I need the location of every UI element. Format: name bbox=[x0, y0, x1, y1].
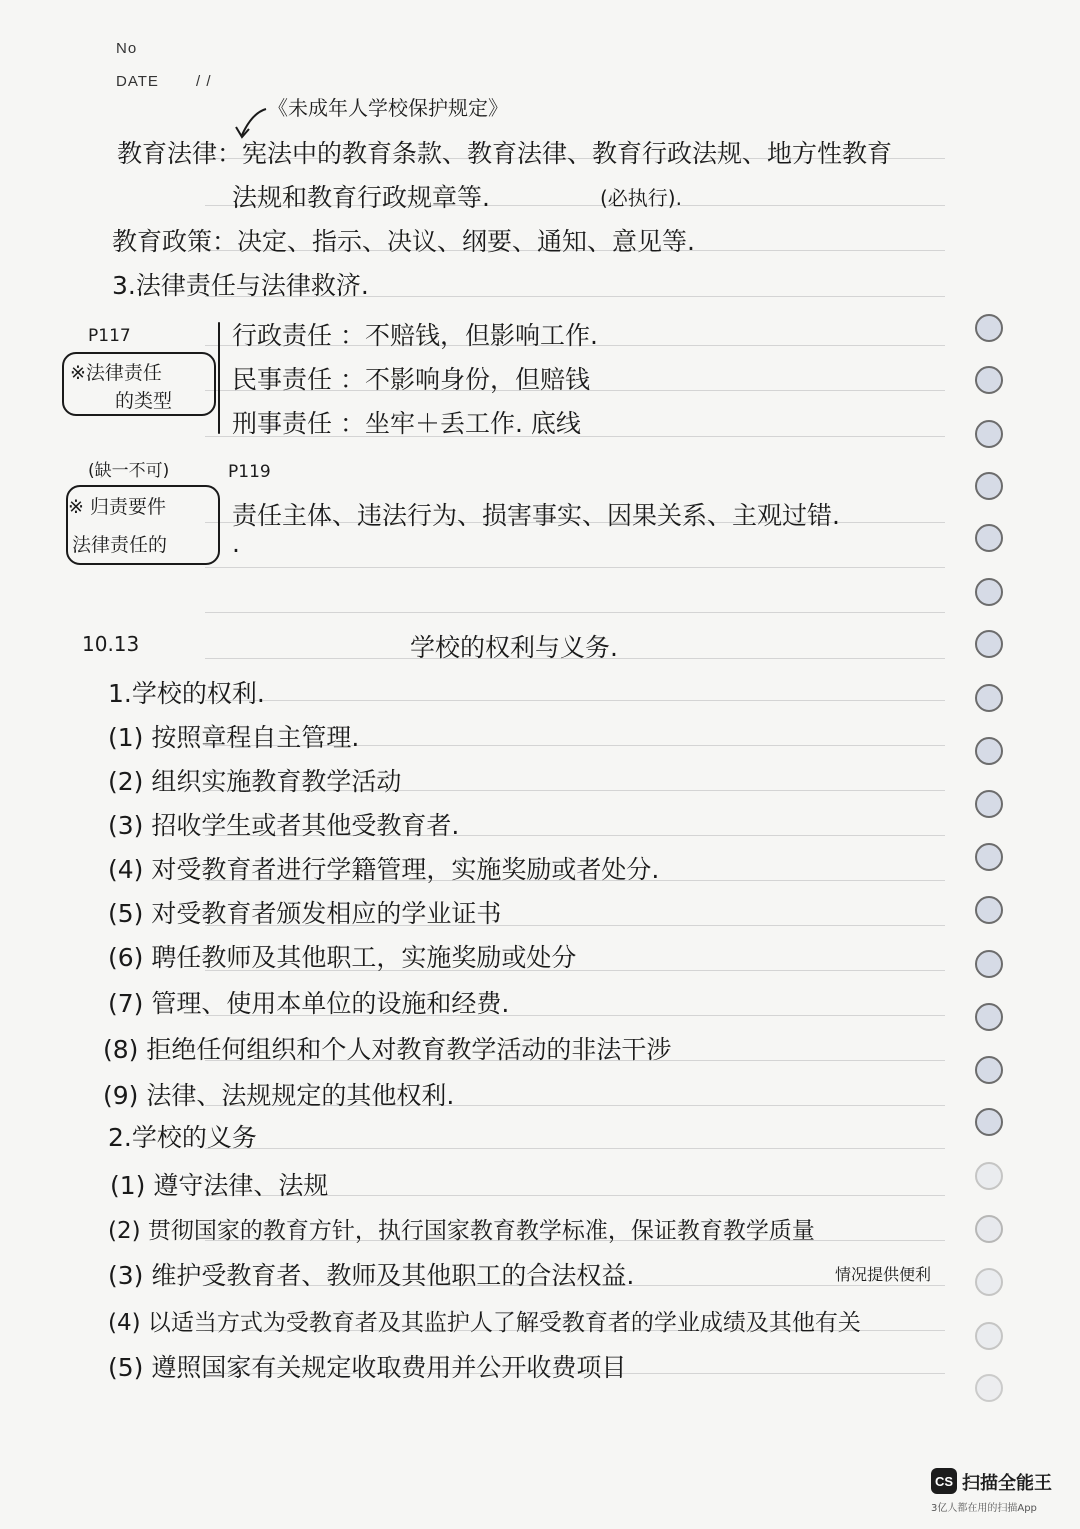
right-item: (5) 对受教育者颁发相应的学业证书 bbox=[108, 899, 502, 928]
binding-ring bbox=[975, 1108, 1003, 1136]
right-item: (2) 组织实施教育教学活动 bbox=[108, 767, 402, 796]
duty-item: (4) 以适当方式为受教育者及其监护人了解受教育者的学业成绩及其他有关 bbox=[108, 1310, 861, 1336]
civil-liability: 民事责任 ：不影响身份，但赔钱 bbox=[232, 365, 590, 394]
box2-page-ref: P119 bbox=[228, 462, 271, 482]
box1-label-2: 的类型 bbox=[115, 390, 173, 412]
box1-label-1: ※法律责任 bbox=[70, 362, 162, 384]
binding-ring bbox=[975, 843, 1003, 871]
entry-date: 10.13 bbox=[82, 632, 140, 656]
right-item: (1) 按照章程自主管理. bbox=[108, 723, 360, 752]
binding-ring bbox=[975, 737, 1003, 765]
liability-brace bbox=[218, 322, 220, 434]
binding-ring bbox=[975, 896, 1003, 924]
binding-ring bbox=[975, 1215, 1003, 1243]
right-item: (4) 对受教育者进行学籍管理，实施奖励或者处分. bbox=[108, 855, 660, 884]
date-separators: / / bbox=[196, 73, 212, 90]
no-label: No bbox=[116, 40, 138, 57]
binding-ring bbox=[975, 472, 1003, 500]
must-execute-note: (必执行). bbox=[600, 186, 682, 210]
binding-ring bbox=[975, 1374, 1003, 1402]
binding-ring bbox=[975, 1003, 1003, 1031]
duty-item: (1) 遵守法律、法规 bbox=[110, 1171, 329, 1200]
box2-label-2: 法律责任的 bbox=[72, 534, 168, 556]
binding-ring bbox=[975, 314, 1003, 342]
education-policy: 教育政策：决定、指示、决议、纲要、通知、意见等. bbox=[112, 227, 695, 256]
rights-title: 1.学校的权利. bbox=[108, 679, 265, 708]
right-item: (3) 招收学生或者其他受教育者. bbox=[108, 811, 460, 840]
dot-mark: · bbox=[232, 536, 240, 565]
binding-ring bbox=[975, 1268, 1003, 1296]
admin-liability: 行政责任 ：不赔钱，但影响工作. bbox=[232, 321, 598, 350]
right-item: (8) 拒绝任何组织和个人对教育教学活动的非法干涉 bbox=[103, 1035, 672, 1064]
binding-ring bbox=[975, 578, 1003, 606]
scanner-app-name: 扫描全能王 bbox=[962, 1473, 1052, 1494]
scanner-tagline: 3亿人都在用的扫描App bbox=[931, 1503, 1037, 1514]
box2-label-1: ※ 归责要件 bbox=[68, 496, 166, 518]
binding-ring bbox=[975, 950, 1003, 978]
ruled-line bbox=[205, 567, 945, 568]
ruled-line bbox=[205, 1148, 945, 1149]
duties-title: 2.学校的义务 bbox=[108, 1123, 257, 1152]
binding-ring bbox=[975, 684, 1003, 712]
doc-title: 《未成年人学校保护规定》 bbox=[268, 96, 508, 120]
ruled-line bbox=[205, 700, 945, 701]
binding-ring bbox=[975, 790, 1003, 818]
duty-item: (5) 遵照国家有关规定收取费用并公开收费项目 bbox=[108, 1353, 627, 1382]
criminal-liability: 刑事责任 ：坐牢＋丢工作. 底线 bbox=[232, 409, 581, 438]
ruled-line bbox=[205, 612, 945, 613]
education-law-line-1: 教育法律：宪法中的教育条款、教育法律、教育行政法规、地方性教育 bbox=[117, 139, 893, 168]
date-label: DATE bbox=[116, 73, 159, 90]
box2-note: (缺一不可) bbox=[88, 461, 170, 481]
education-law-line-2: 法规和教育行政规章等. bbox=[232, 183, 490, 212]
liability-elements: 责任主体、违法行为、损害事实、因果关系、主观过错. bbox=[232, 501, 840, 530]
duty-item: (3) 维护受教育者、教师及其他职工的合法权益. bbox=[108, 1261, 635, 1290]
binding-ring bbox=[975, 630, 1003, 658]
margin-note: 情况提供便利 bbox=[835, 1265, 932, 1284]
binding-ring bbox=[975, 366, 1003, 394]
scanner-logo-icon: CS bbox=[931, 1468, 957, 1494]
binding-ring bbox=[975, 524, 1003, 552]
right-item: (6) 聘任教师及其他职工，实施奖励或处分 bbox=[108, 943, 577, 972]
section-heading: 学校的权利与义务. bbox=[410, 633, 618, 662]
binding-ring bbox=[975, 420, 1003, 448]
duty-item: (2) 贯彻国家的教育方针，执行国家教育教学标准，保证教育教学质量 bbox=[108, 1218, 815, 1244]
box1-page-ref: P117 bbox=[88, 326, 131, 346]
binding-ring bbox=[975, 1056, 1003, 1084]
binding-ring bbox=[975, 1162, 1003, 1190]
section-3-heading: 3.法律责任与法律救济. bbox=[112, 271, 369, 300]
right-item: (9) 法律、法规规定的其他权利. bbox=[103, 1081, 455, 1110]
right-item: (7) 管理、使用本单位的设施和经费. bbox=[108, 989, 510, 1018]
binding-ring bbox=[975, 1322, 1003, 1350]
